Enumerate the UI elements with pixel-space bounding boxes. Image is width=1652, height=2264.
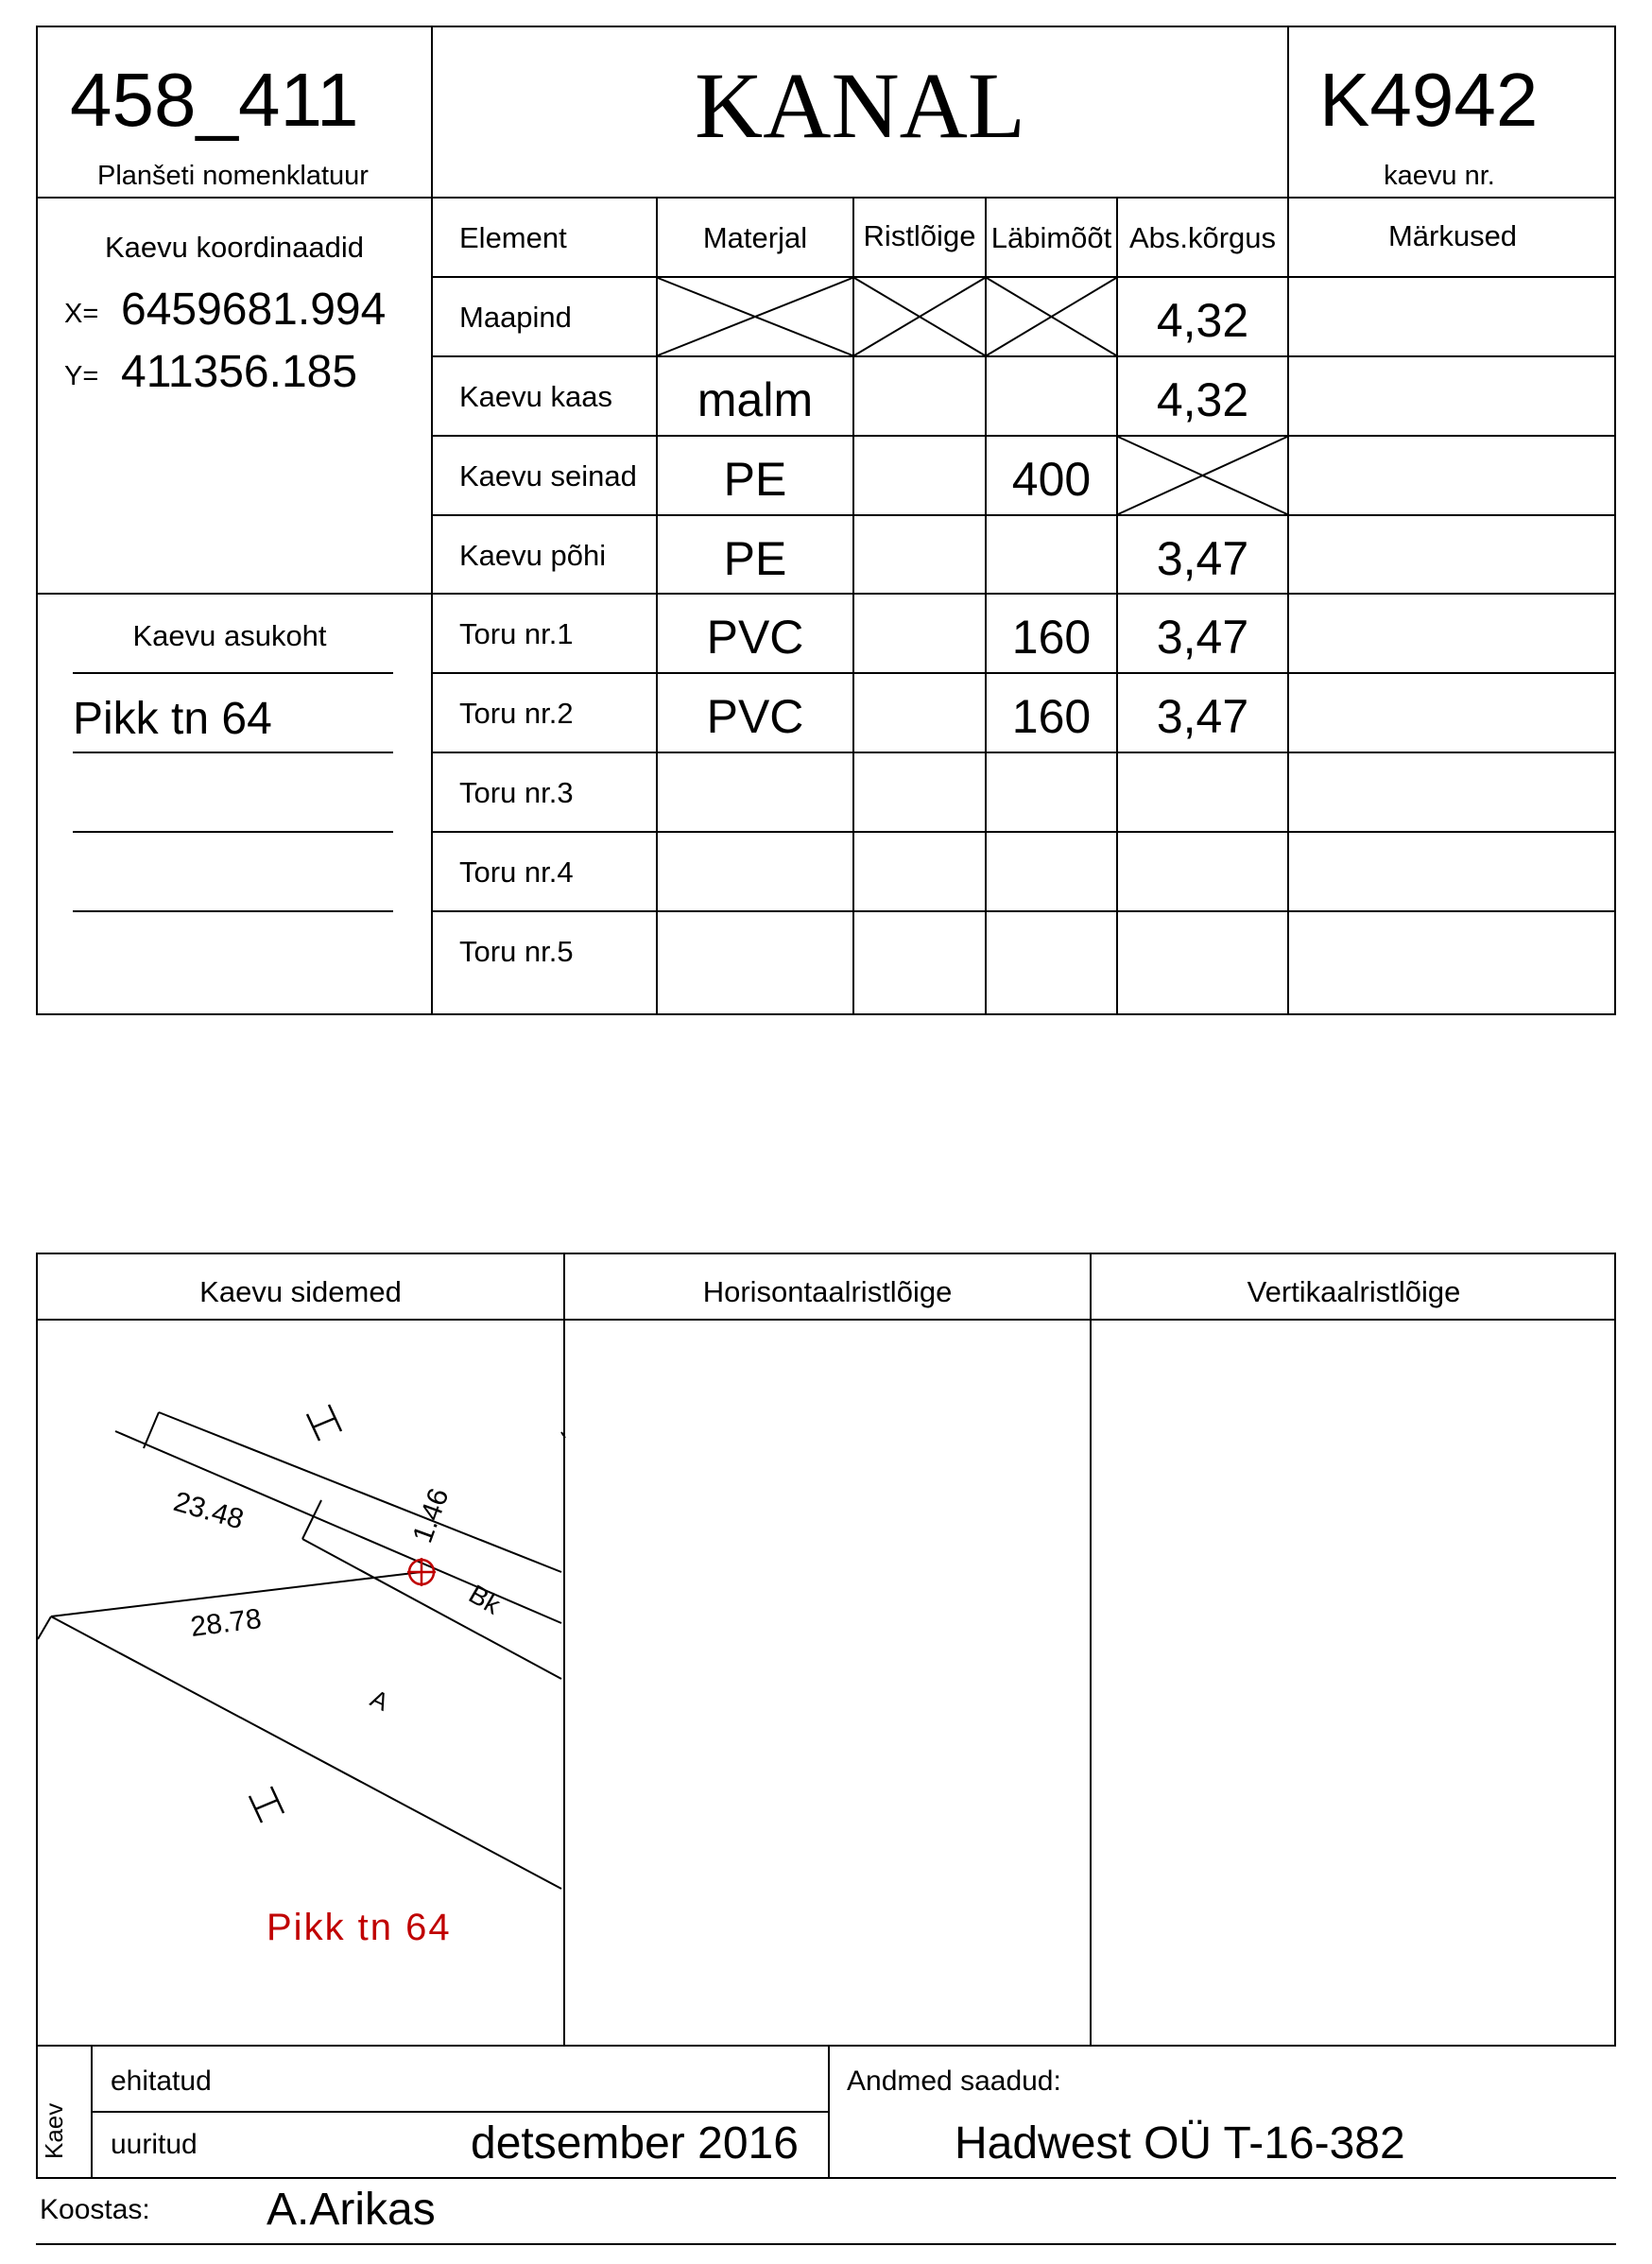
row-height: 3,47: [1156, 532, 1249, 585]
row-material: PVC: [706, 690, 804, 743]
row-element: Maapind: [459, 301, 572, 334]
author-label: Koostas:: [40, 2194, 150, 2225]
built-label: ehitatud: [111, 2065, 212, 2097]
sketch-address: Pikk tn 64: [267, 1907, 452, 1948]
author-value: A.Arikas: [267, 2185, 436, 2235]
col-header-diameter: Läbimõõt: [990, 221, 1112, 254]
row-height: 4,32: [1156, 373, 1249, 426]
row-height: 4,32: [1156, 294, 1249, 347]
col-header-material: Materjal: [702, 221, 808, 254]
dimension-label: 1.46: [406, 1484, 456, 1547]
well-marker-icon: [407, 1558, 436, 1586]
row-element: Kaevu kaas: [459, 380, 612, 413]
row-material: PE: [723, 453, 787, 506]
row-height: 3,47: [1156, 611, 1249, 664]
area-label: A: [366, 1684, 393, 1717]
y-label: Y=: [64, 361, 99, 391]
row-element: Toru nr.2: [459, 697, 574, 730]
row-element: Toru nr.5: [459, 935, 574, 968]
x-label: X=: [64, 299, 99, 329]
x-value: 6459681.994: [121, 285, 387, 335]
dimension-label: 23.48: [170, 1486, 248, 1536]
row-diameter: 160: [1011, 690, 1092, 743]
well-number: K4942: [1319, 58, 1539, 142]
well-number-label: kaevu nr.: [1384, 161, 1495, 191]
row-element: Toru nr.3: [459, 776, 574, 809]
row-element: Kaevu põhi: [459, 539, 607, 572]
coordinates-label: Kaevu koordinaadid: [104, 231, 365, 264]
panel-title-connections: Kaevu sidemed: [199, 1275, 402, 1308]
row-diameter: 400: [1011, 453, 1092, 506]
row-element: Kaevu seinad: [459, 459, 637, 493]
source-label: Andmed saadud:: [847, 2065, 1061, 2097]
location-label: Kaevu asukoht: [132, 619, 327, 652]
panel-title-vertical: Vertikaalristlõige: [1247, 1275, 1461, 1308]
y-value: 411356.185: [121, 347, 358, 397]
source-value: Hadwest OÜ T-16-382: [955, 2118, 1405, 2169]
col-header-notes: Märkused: [1387, 219, 1518, 252]
col-header-section: Ristlõige: [863, 219, 976, 252]
row-diameter: 160: [1011, 611, 1092, 664]
row-material: PE: [723, 532, 787, 585]
row-height: 3,47: [1156, 690, 1249, 743]
sheet-number: 458_411: [70, 58, 359, 142]
row-material: malm: [697, 373, 814, 426]
side-label: Kaev: [40, 2102, 68, 2159]
surveyed-date: detsember 2016: [471, 2118, 799, 2169]
building-label: Bk: [464, 1579, 506, 1620]
panel-title-horizontal: Horisontaalristlõige: [702, 1275, 953, 1308]
surveyed-label: uuritud: [111, 2129, 198, 2160]
sheet-label: Planšeti nomenklatuur: [97, 161, 369, 191]
col-header-height: Abs.kõrgus: [1128, 221, 1277, 254]
row-element: Toru nr.4: [459, 855, 574, 889]
row-material: PVC: [706, 611, 804, 664]
col-header-element: Element: [459, 221, 567, 254]
page-title: KANAL: [695, 53, 1025, 158]
dimension-label: 28.78: [188, 1603, 264, 1643]
location-address: Pikk tn 64: [73, 694, 272, 744]
row-element: Toru nr.1: [459, 617, 574, 650]
